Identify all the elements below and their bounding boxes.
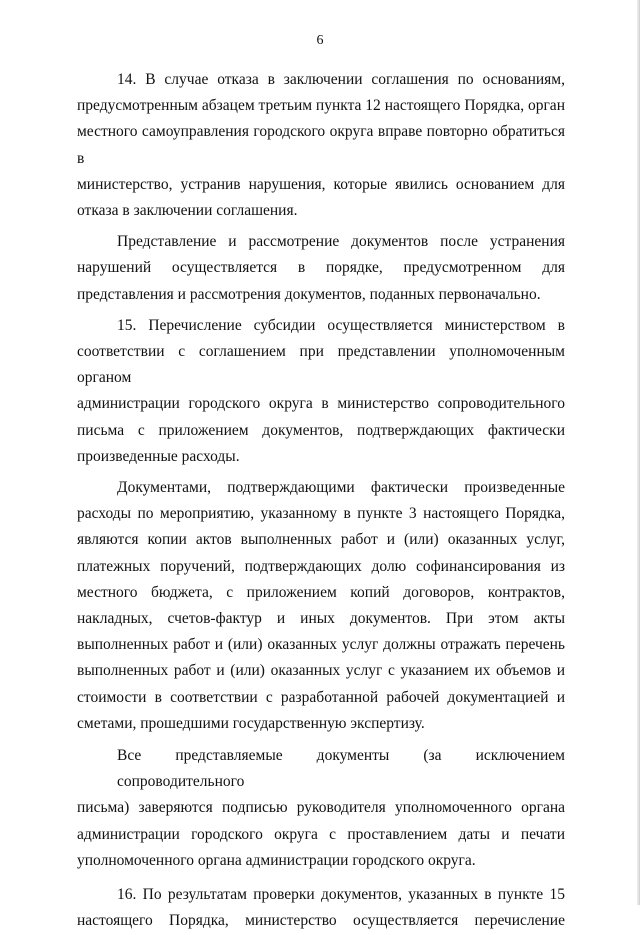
- text-line: предусмотренным абзацем третьим пункта 12 настоящего Порядка, орган: [77, 97, 565, 115]
- text-line: стоимости в соответствии с разработанной рабочей документацией и: [77, 688, 565, 706]
- paragraph: [77, 313, 565, 470]
- text-line: письма) заверяются подписью руководителя уполномоченного органа: [77, 799, 565, 817]
- paragraph: [77, 743, 565, 874]
- text-line: Все представляемые документы (за исключением сопроводительного: [117, 747, 565, 791]
- text-line: администрации городского округа в министерство сопроводительного: [77, 395, 565, 413]
- text-line: 16. По результатам проверки документов, указанных в пункте 15: [117, 886, 565, 904]
- text-line: местного самоуправления городского округа вправе повторно обратиться в: [77, 123, 565, 167]
- text-line: администрации городского округа с проставлением даты и печати: [77, 825, 565, 843]
- text-line: выполненных работ и (или) оказанных услуг должны отражать перечень: [77, 636, 565, 654]
- text-line: являются копии актов выполненных работ и (или) оказанных услуг,: [77, 531, 565, 549]
- text-line: уполномоченного органа администрации городского округа.: [77, 851, 476, 869]
- paragraph: [77, 67, 565, 224]
- text-line: представления и рассмотрения документов, поданных первоначально.: [77, 285, 541, 303]
- text-line: письма с приложением документов, подтверждающих фактически: [77, 421, 565, 439]
- text-line: местного бюджета, с приложением копий договоров, контрактов,: [77, 583, 565, 601]
- text-line: министерство, устранив нарушения, которые явились основанием для: [77, 175, 565, 193]
- text-line: 14. В случае отказа в заключении соглашения по основаниям,: [117, 71, 565, 88]
- text-line: сметами, прошедшими государственную экспертизу.: [77, 714, 425, 732]
- document-body: [77, 67, 565, 935]
- text-line: соответствии с соглашением при представлении уполномоченным органом: [77, 343, 565, 387]
- text-line: платежных поручений, подтверждающих долю софинансирования из: [77, 557, 565, 575]
- text-line: накладных, счетов-фактур и иных документов. При этом акты: [77, 610, 565, 628]
- text-line: нарушений осуществляется в порядке, предусмотренном для: [77, 259, 565, 277]
- text-line: произведенные расходы.: [77, 447, 240, 465]
- text-line: Представление и рассмотрение документов после устранения: [117, 233, 565, 251]
- paragraph: [77, 229, 565, 308]
- paragraph: [77, 475, 565, 737]
- text-line: выполненных работ и (или) оказанных услуг с указанием их объемов и: [77, 662, 565, 680]
- page-number: 6: [316, 33, 324, 48]
- paragraph: [77, 882, 565, 934]
- text-line: Документами, подтверждающими фактически произведенные: [117, 479, 565, 497]
- text-line: настоящего Порядка, министерство осуществляется перечисление: [77, 912, 565, 930]
- text-line: 15. Перечисление субсидии осуществляется министерством в: [117, 316, 565, 334]
- text-line: отказа в заключении соглашения.: [77, 202, 298, 220]
- text-line: расходы по мероприятию, указанному в пункте 3 настоящего Порядка,: [77, 505, 565, 523]
